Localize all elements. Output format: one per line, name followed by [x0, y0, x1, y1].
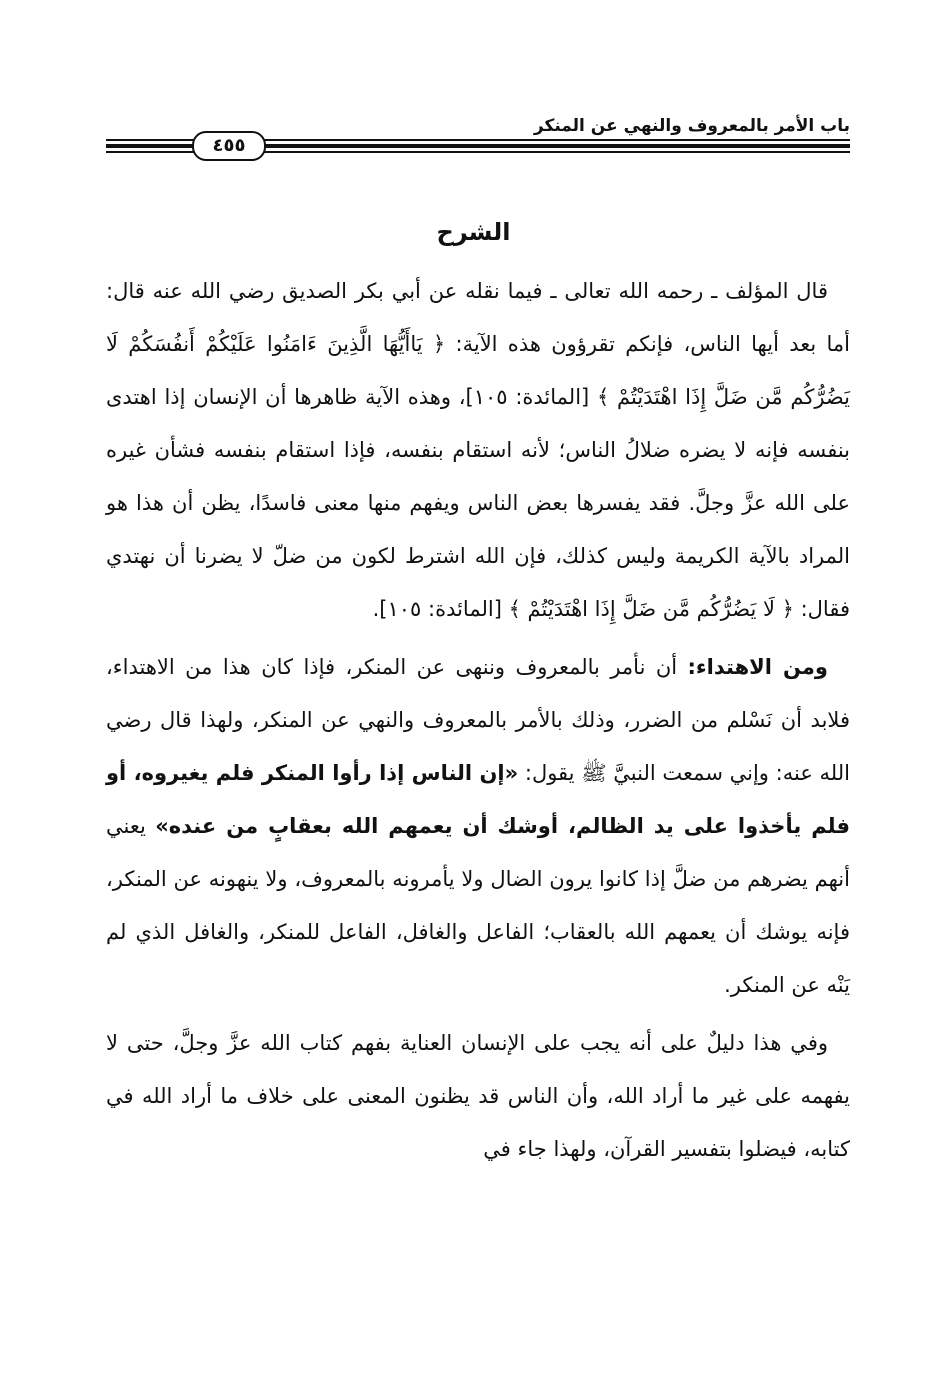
paragraph-2-lead: ومن الاهتداء:: [687, 655, 828, 679]
paragraph-3: وفي هذا دليلٌ على أنه يجب على الإنسان العناية بفهم كتاب الله عزَّ وجلَّ، حتى لا يفهمه على غير ما أراد الله، وأن الناس قد يظنون المعنى على خلاف ما أراد الله في كتابه، فيضلوا بتفسير القرآن، ولهذا جاء في: [106, 1031, 850, 1161]
page-number: ٤٥٥: [192, 131, 266, 161]
paragraph-2: [106, 641, 850, 1012]
page-header: [106, 116, 850, 158]
hadith-quote: «إن الناس إذا رأوا المنكر فلم يغيروه، أو فلم يأخذوا على يد الظالم، أوشك أن يعمهم الله بعقابٍ من عنده»: [106, 761, 850, 838]
body-text: [106, 265, 850, 1176]
paragraph-1: قال المؤلف ـ رحمه الله تعالى ـ فيما نقله عن أبي بكر الصديق رضي الله عنه قال: أما بعد أيها الناس، فإنكم تقرؤون هذه الآية: ﴿ يَاأَيُّهَا الَّذِينَ ءَامَنُوا عَلَيْكُمْ أَنفُسَكُمْ لَا يَضُرُّكُم مَّن ضَلَّ إِذَا اهْتَدَيْتُمْ ﴾ [المائدة: ١٠٥]، وهذه الآية ظاهرها أن الإنسان إذا اهتدى بنفسه فإنه لا يضره ضلالُ الناس؛ لأنه استقام بنفسه، فإذا استقام بنفسه فشأن غيره على الله عزَّ وجلَّ. فقد يفسرها بعض الناس ويفهم منها معنى فاسدًا، يظن أن هذا هو المراد بالآية الكريمة وليس كذلك، فإن الله اشترط لكون من ضلّ لا يضرنا أن نهتدي فقال: ﴿ لَا يَضُرُّكُم مَّن ضَلَّ إِذَا اهْتَدَيْتُمْ ﴾ [المائدة: ١٠٥].: [106, 279, 850, 621]
paragraph-2-text-b: يعني أنهم يضرهم من ضلَّ إذا كانوا يرون الضال ولا يأمرونه بالمعروف، ولا ينهونه عن المنكر، فإنه يوشك أن يعمهم الله بالعقاب؛ الفاعل والغافل، الفاعل للمنكر، والغافل الذي لم يَنْه عن المنكر.: [106, 814, 850, 997]
running-title: باب الأمر بالمعروف والنهي عن المنكر: [533, 116, 850, 136]
section-title: الشرح: [436, 218, 511, 246]
paragraph-2-text-a: أن نأمر بالمعروف وننهى عن المنكر، فإذا كان هذا من الاهتداء، فلابد أن نَسْلم من الضرر، وذلك بالأمر بالمعروف والنهي عن المنكر، ولهذا قال رضي الله عنه: وإني سمعت النبيَّ ﷺ يقول:: [106, 655, 850, 785]
